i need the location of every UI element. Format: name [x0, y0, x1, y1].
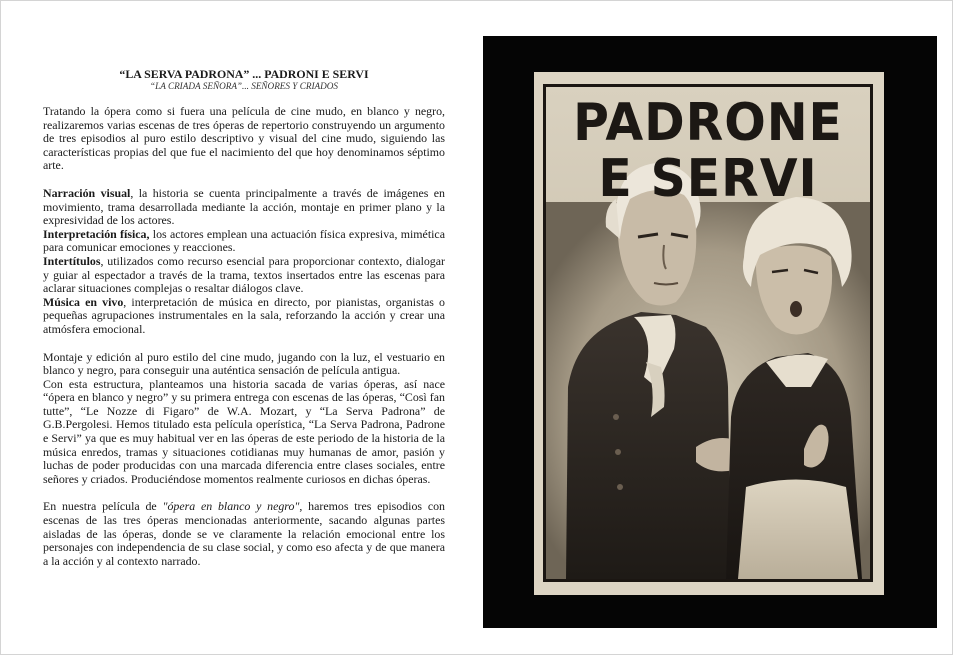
text-column: [43, 68, 445, 568]
feature-live-music: [43, 296, 445, 337]
document-title: “LA SERVA PADRONA” ... PADRONI E SERVI: [119, 67, 369, 81]
poster: [534, 72, 884, 595]
feature-term: Música en vivo: [43, 294, 124, 309]
feature-text: , la historia se cuenta principalmente a través de imágenes en movimiento, trama desarrollada mediante la acción, montaje en primer plano y la expresividad de los actores.: [43, 185, 445, 228]
montage-paragraph: Montaje y edición al puro estilo del cine mudo, jugando con la luz, el vestuario en blanco y negro, para conseguir una auténtica sensación de película antigua.: [43, 349, 445, 378]
document-subtitle: “LA CRIADA SEÑORA”... SEÑORES Y CRIADOS: [149, 81, 338, 91]
feature-term: Interpretación física,: [43, 226, 150, 241]
feature-intertitles: [43, 255, 445, 296]
feature-term: Narración visual: [43, 185, 131, 200]
feature-text: los actores emplean una actuación física expresiva, mimética para comunicar emociones y reacciones.: [43, 226, 445, 255]
poster-inner-border: [543, 84, 873, 582]
closing-lead: En nuestra película de: [43, 499, 163, 514]
poster-title: [556, 95, 861, 207]
closing-rest: , haremos tres episodios con escenas de las tres óperas mencionadas anteriormente, sacando algunas partes aisladas de las óperas, donde se ve claramente la relación emocional entre los personajes con independencia de su clase social, y como eso afecta y de que manera a la acción y al contexto narrado.: [43, 499, 445, 568]
intro-paragraph: Tratando la ópera como si fuera una película de cine mudo, en blanco y negro, realizaremos varias escenas de tres óperas de repertorio construyendo un argumento de tres episodios al puro estilo descriptivo y visual del cine mudo, siguiendo las características propias del que fue el nacimiento del que hoy denominamos séptimo arte.: [43, 104, 445, 173]
closing-italic: "ópera en blanco y negro": [162, 499, 300, 514]
woman-figure: [726, 197, 862, 579]
poster-title-line-2: E SERVI: [598, 149, 818, 209]
feature-physical-acting: [43, 228, 445, 255]
feature-text: , utilizados como recurso esencial para proporcionar contexto, dialogar y guiar al espectador a través de la trama, textos insertados entre las escenas para aclarar situaciones complejas o resaltar diálogos clave.: [43, 253, 445, 296]
feature-term: Intertítulos: [43, 253, 101, 268]
poster-title-line-1: PADRONE: [573, 93, 843, 153]
poster-frame: [483, 36, 937, 628]
closing-paragraph: [43, 500, 445, 568]
feature-visual-narration: [43, 187, 445, 228]
structure-paragraph: Con esta estructura, planteamos una historia sacada de varias óperas, así nace “ópera en blanco y negro” y su primera entrega con escenas de las óperas, “Così fan tutte”, “Le Nozze di Figaro” de W.A. Mozart, y “La Serva Padrona” de G.B.Pergolesi. Hemos titulado esta película operística, “La Serva Padrona, Padrone e Servi” ya que es muy habitual ver en las óperas de este periodo de la historia de la música enredos, tramas y situaciones cotidianas muy humanas de amor, pasión y luchas de poder producidas con una marcada diferencia entre clases sociales, entre señores y criados. Produciéndose momentos realmente curiosos en dichas óperas.: [43, 376, 445, 486]
feature-text: , interpretación de música en directo, por pianistas, organistas o pequeñas agrupaciones instrumentales en la sala, reforzando la acción y crear una atmósfera emocional.: [43, 294, 445, 336]
